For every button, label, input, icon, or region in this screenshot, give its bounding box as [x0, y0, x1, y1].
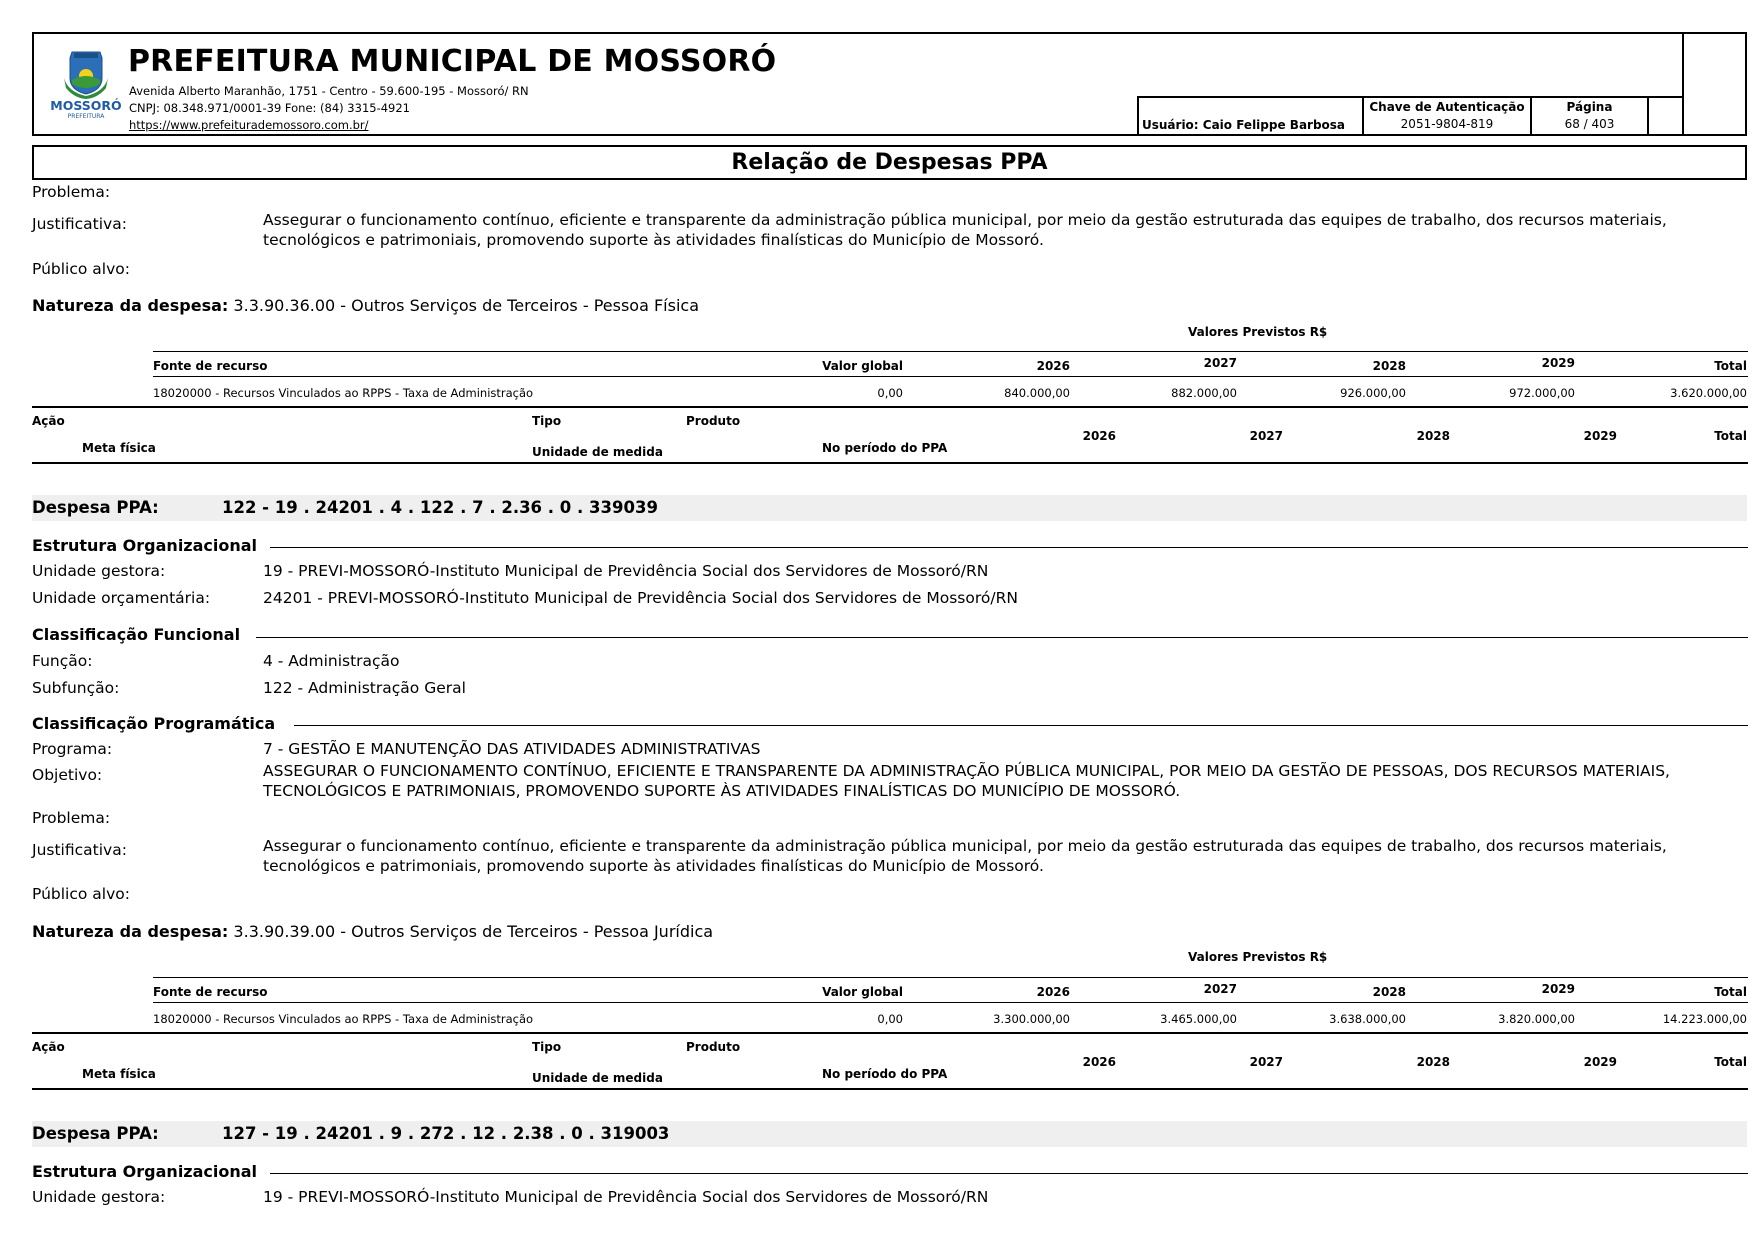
- subfuncao-label: Subfunção:: [32, 679, 120, 697]
- funcao-value: 4 - Administração: [263, 652, 400, 670]
- meta-col-total: Total: [1714, 429, 1747, 443]
- org-website-link[interactable]: https://www.prefeiturademossoro.com.br/: [129, 118, 369, 132]
- col-fonte: Fonte de recurso: [153, 985, 268, 999]
- classificacao-funcional-title: Classificação Funcional: [32, 625, 241, 644]
- value-2026: 840.000,00: [1004, 386, 1070, 400]
- natureza-despesa: [32, 296, 699, 315]
- value-2027: 3.465.000,00: [1160, 1012, 1237, 1026]
- col-2026: 2026: [1036, 985, 1070, 999]
- value-total: 14.223.000,00: [1662, 1012, 1747, 1026]
- user-name: Usuário: Caio Felippe Barbosa: [1142, 118, 1346, 132]
- col-2029: 2029: [1541, 982, 1575, 996]
- despesa-label: Despesa PPA:: [32, 1124, 159, 1143]
- auth-key-cell: [1364, 98, 1532, 136]
- problema-label: Problema:: [32, 809, 111, 827]
- publico-alvo-label: Público alvo:: [32, 885, 130, 903]
- justificativa-label: Justificativa:: [32, 215, 127, 233]
- col-periodo-ppa: No período do PPA: [822, 1067, 948, 1081]
- mossoro-logo: [46, 48, 126, 118]
- justificativa-text: Assegurar o funcionamento contínuo, eficiente e transparente da administração pública municipal, por meio da gestão estruturada das equipes de trabalho, dos recursos materiais, tecnológicos e patrimoniais, promovendo suporte às atividades finalísticas do Município de Mossoró.: [263, 837, 1667, 875]
- col-2028: 2028: [1372, 359, 1406, 373]
- org-address: Avenida Alberto Maranhão, 1751 - Centro - 59.600-195 - Mossoró/ RN: [129, 84, 529, 98]
- meta-col-2029: 2029: [1583, 429, 1617, 443]
- value-2028: 3.638.000,00: [1329, 1012, 1406, 1026]
- col-unidade-medida: Unidade de medida: [532, 445, 663, 459]
- subfuncao-value: 122 - Administração Geral: [263, 679, 466, 697]
- problema-label: Problema:: [32, 183, 111, 201]
- despesa-code: 127 - 19 . 24201 . 9 . 272 . 12 . 2.38 . 0 . 319003: [222, 1124, 670, 1143]
- natureza-value: 3.3.90.39.00 - Outros Serviços de Terceiros - Pessoa Jurídica: [233, 922, 714, 941]
- org-name: PREFEITURA MUNICIPAL DE MOSSORÓ: [128, 44, 777, 79]
- programa-value: 7 - GESTÃO E MANUTENÇÃO DAS ATIVIDADES ADMINISTRATIVAS: [263, 740, 761, 758]
- col-produto: Produto: [686, 1040, 741, 1054]
- fonte-value: 18020000 - Recursos Vinculados ao RPPS - Taxa de Administração: [153, 386, 534, 400]
- valores-previstos-title: Valores Previstos R$: [1188, 950, 1328, 964]
- col-meta-fisica: Meta física: [82, 441, 156, 455]
- fonte-value: 18020000 - Recursos Vinculados ao RPPS - Taxa de Administração: [153, 1012, 534, 1026]
- funcao-label: Função:: [32, 652, 93, 670]
- col-2028: 2028: [1372, 985, 1406, 999]
- valor-global-value: 0,00: [877, 1012, 903, 1026]
- meta-col-2027: 2027: [1249, 1055, 1283, 1069]
- col-total: Total: [1714, 985, 1747, 999]
- page-number: 68 / 403: [1564, 117, 1615, 131]
- value-2029: 3.820.000,00: [1498, 1012, 1575, 1026]
- valores-previstos-title: Valores Previstos R$: [1188, 325, 1328, 339]
- despesa-ppa-bar-1: [32, 495, 1747, 521]
- justificativa-text: Assegurar o funcionamento contínuo, eficiente e transparente da administração pública municipal, por meio da gestão estruturada das equipes de trabalho, dos recursos materiais, tecnológicos e patrimoniais, promovendo suporte às atividades finalísticas do Município de Mossoró.: [263, 211, 1667, 249]
- col-valor-global: Valor global: [822, 359, 903, 373]
- natureza-label: Natureza da despesa:: [32, 922, 229, 941]
- unidade-gestora-value: 19 - PREVI-MOSSORÓ-Instituto Municipal de Previdência Social dos Servidores de Mossoró/RN: [263, 1188, 989, 1206]
- col-total: Total: [1714, 359, 1747, 373]
- publico-alvo-label: Público alvo:: [32, 260, 130, 278]
- col-valor-global: Valor global: [822, 985, 903, 999]
- natureza-label: Natureza da despesa:: [32, 296, 229, 315]
- despesa-label: Despesa PPA:: [32, 498, 159, 517]
- value-2028: 926.000,00: [1340, 386, 1406, 400]
- col-periodo-ppa: No período do PPA: [822, 441, 948, 455]
- estrutura-organizacional-title: Estrutura Organizacional: [32, 536, 258, 555]
- meta-col-2028: 2028: [1416, 429, 1450, 443]
- report-header: [32, 32, 1747, 136]
- meta-col-2026: 2026: [1082, 1055, 1116, 1069]
- col-fonte: Fonte de recurso: [153, 359, 268, 373]
- col-tipo: Tipo: [532, 414, 562, 428]
- col-2027: 2027: [1203, 982, 1237, 996]
- org-cnpj-phone: CNPJ: 08.348.971/0001-39 Fone: (84) 3315-4921: [129, 101, 410, 115]
- user-auth-box: [1137, 96, 1684, 136]
- valor-global-value: 0,00: [877, 386, 903, 400]
- report-title: Relação de Despesas PPA: [32, 145, 1747, 180]
- col-meta-fisica: Meta física: [82, 1067, 156, 1081]
- svg-text:MOSSORÓ: MOSSORÓ: [50, 98, 122, 113]
- classificacao-programatica-title: Classificação Programática: [32, 714, 276, 733]
- unidade-gestora-label: Unidade gestora:: [32, 562, 166, 580]
- col-unidade-medida: Unidade de medida: [532, 1071, 663, 1085]
- value-2027: 882.000,00: [1171, 386, 1237, 400]
- meta-col-2026: 2026: [1082, 429, 1116, 443]
- unidade-orcamentaria-label: Unidade orçamentária:: [32, 589, 211, 607]
- unidade-orcamentaria-value: 24201 - PREVI-MOSSORÓ-Instituto Municipal de Previdência Social dos Servidores de Mossoró/RN: [263, 589, 1018, 607]
- page-cell: [1532, 98, 1649, 136]
- meta-col-total: Total: [1714, 1055, 1747, 1069]
- page-label: Página: [1566, 100, 1613, 114]
- col-acao: Ação: [32, 414, 65, 428]
- unidade-gestora-label: Unidade gestora:: [32, 1188, 166, 1206]
- unidade-gestora-value: 19 - PREVI-MOSSORÓ-Instituto Municipal de Previdência Social dos Servidores de Mossoró/RN: [263, 562, 989, 580]
- natureza-despesa: [32, 922, 713, 941]
- col-2026: 2026: [1036, 359, 1070, 373]
- col-2027: 2027: [1203, 356, 1237, 370]
- col-tipo: Tipo: [532, 1040, 562, 1054]
- despesa-code: 122 - 19 . 24201 . 4 . 122 . 7 . 2.36 . 0 . 339039: [222, 498, 658, 517]
- justificativa-label: Justificativa:: [32, 841, 127, 859]
- header-divider: [1682, 34, 1684, 136]
- value-2026: 3.300.000,00: [993, 1012, 1070, 1026]
- auth-key-label: Chave de Autenticação: [1369, 100, 1525, 114]
- col-produto: Produto: [686, 414, 741, 428]
- svg-text:PREFEITURA: PREFEITURA: [67, 113, 105, 120]
- value-total: 3.620.000,00: [1670, 386, 1747, 400]
- auth-key-value: 2051-9804-819: [1400, 117, 1494, 131]
- objetivo-label: Objetivo:: [32, 766, 103, 784]
- coat-of-arms-icon: [46, 48, 126, 120]
- value-2029: 972.000,00: [1509, 386, 1575, 400]
- despesa-ppa-bar-2: [32, 1121, 1747, 1147]
- meta-col-2028: 2028: [1416, 1055, 1450, 1069]
- user-cell: [1139, 98, 1364, 136]
- natureza-value: 3.3.90.36.00 - Outros Serviços de Terceiros - Pessoa Física: [233, 296, 699, 315]
- meta-col-2029: 2029: [1583, 1055, 1617, 1069]
- meta-col-2027: 2027: [1249, 429, 1283, 443]
- programa-label: Programa:: [32, 740, 113, 758]
- objetivo-value: ASSEGURAR O FUNCIONAMENTO CONTÍNUO, EFICIENTE E TRANSPARENTE DA ADMINISTRAÇÃO PÚBLICA MUNICIPAL, POR MEIO DA GESTÃO DE PESSOAS, DOS RECURSOS MATERIAIS, TECNOLÓGICOS E PATRIMONIAIS, PROMOVENDO SUPORTE ÀS ATIVIDADES FINALÍSTICAS DO MUNICÍPIO DE MOSSORÓ.: [263, 762, 1670, 800]
- estrutura-organizacional-title: Estrutura Organizacional: [32, 1162, 258, 1181]
- col-2029: 2029: [1541, 356, 1575, 370]
- col-acao: Ação: [32, 1040, 65, 1054]
